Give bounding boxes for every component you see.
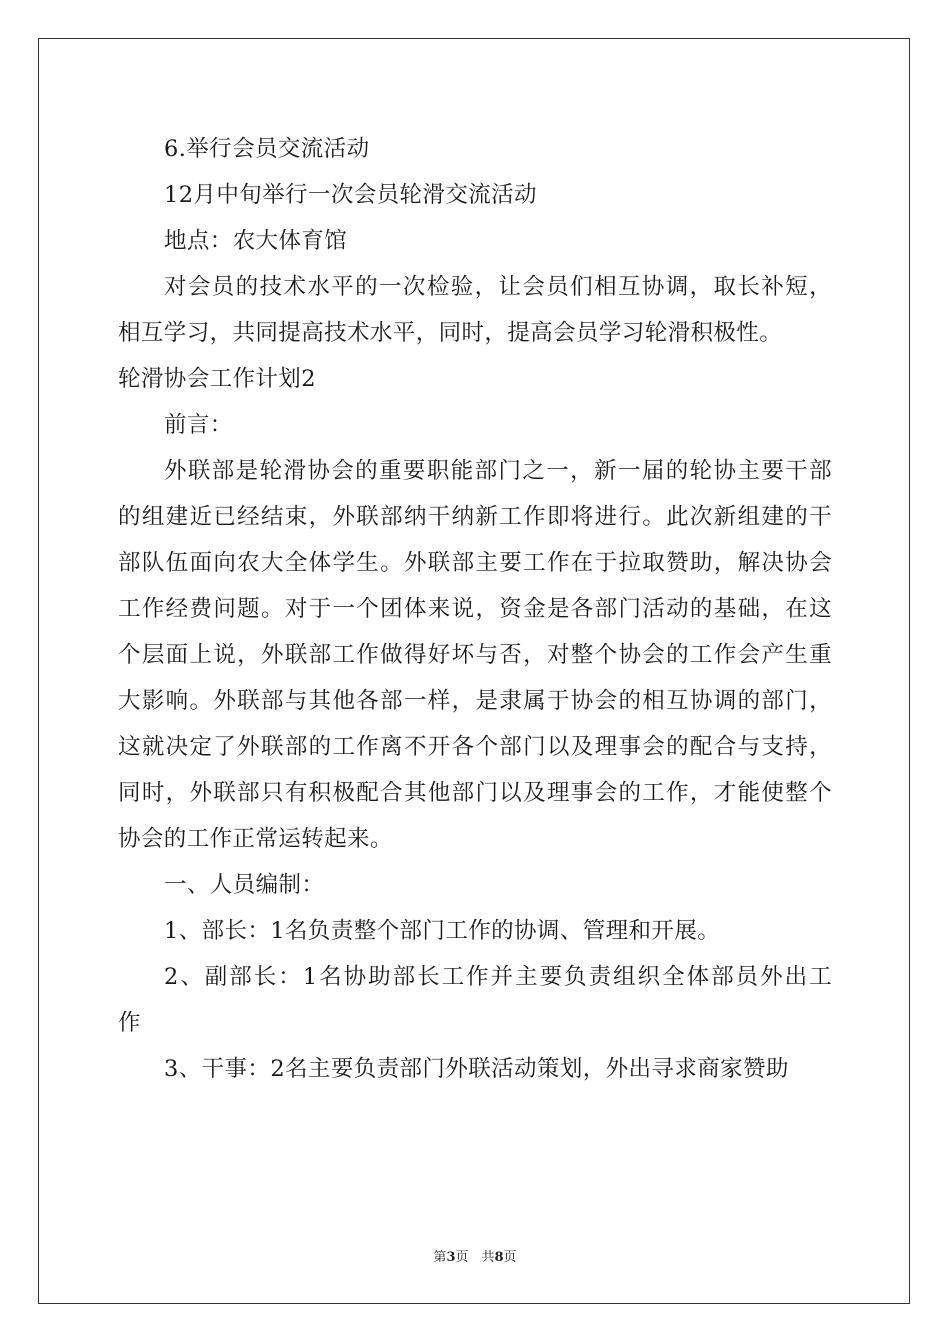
page-label-mid: 页 共 (455, 1250, 495, 1265)
text-line: 的组建近已经结束，外联部纳干纳新工作即将进行。此次新组建的干 (118, 504, 832, 530)
text-line: 3、干事：2名主要负责部门外联活动策划，外出寻求商家赞助 (164, 1056, 789, 1082)
paragraph-staff-minister (118, 908, 832, 954)
page-footer (0, 1246, 950, 1265)
current-page-number: 3 (446, 1250, 456, 1265)
text-line: 大影响。外联部与其他各部一样，是隶属于协会的相互协调的部门， (118, 688, 832, 714)
text-line: 外联部是轮滑协会的重要职能部门之一，新一届的轮协主要干部 (164, 458, 832, 484)
paragraph-preface-body (118, 448, 832, 862)
paragraph-activity-location (118, 218, 832, 264)
document-body (118, 126, 832, 1092)
text-line: 6.举行会员交流活动 (164, 136, 370, 162)
text-line: 2、副部长：1名协助部长工作并主要负责组织全体部员外出工 (164, 964, 832, 990)
page-label-prefix: 第 (433, 1250, 447, 1265)
paragraph-staff-officers (118, 1046, 832, 1092)
paragraph-preface-heading (118, 402, 832, 448)
text-line: 前言： (164, 412, 233, 438)
total-page-number: 8 (494, 1250, 504, 1265)
text-line: 1、部长：1名负责整个部门工作的协调、管理和开展。 (164, 918, 721, 944)
text-line: 部队伍面向农大全体学生。外联部主要工作在于拉取赞助，解决协会 (118, 550, 832, 576)
paragraph-staffing-heading (118, 862, 832, 908)
text-line: 工作经费问题。对于一个团体来说，资金是各部门活动的基础，在这 (118, 596, 832, 622)
paragraph-staff-vice-minister (118, 954, 832, 1046)
text-line: 轮滑协会工作计划2 (118, 366, 316, 392)
text-line: 作 (118, 1010, 141, 1036)
text-line: 个层面上说，外联部工作做得好坏与否，对整个协会的工作会产生重 (118, 642, 832, 668)
text-line: 同时，外联部只有积极配合其他部门以及理事会的工作，才能使整个 (118, 780, 832, 806)
paragraph-item-6-heading (118, 126, 832, 172)
paragraph-activity-time (118, 172, 832, 218)
text-line: 12月中旬举行一次会员轮滑交流活动 (164, 182, 537, 208)
text-line: 地点：农大体育馆 (164, 228, 348, 254)
text-line: 相互学习，共同提高技术水平，同时，提高会员学习轮滑积极性。 (118, 320, 783, 346)
text-line: 协会的工作正常运转起来。 (118, 826, 393, 852)
paragraph-activity-purpose (118, 264, 832, 356)
text-line: 对会员的技术水平的一次检验，让会员们相互协调，取长补短， (164, 274, 832, 300)
paragraph-plan-title (118, 356, 832, 402)
text-line: 一、人员编制： (164, 872, 325, 898)
text-line: 这就决定了外联部的工作离不开各个部门以及理事会的配合与支持， (118, 734, 832, 760)
page-label-suffix: 页 (503, 1250, 517, 1265)
